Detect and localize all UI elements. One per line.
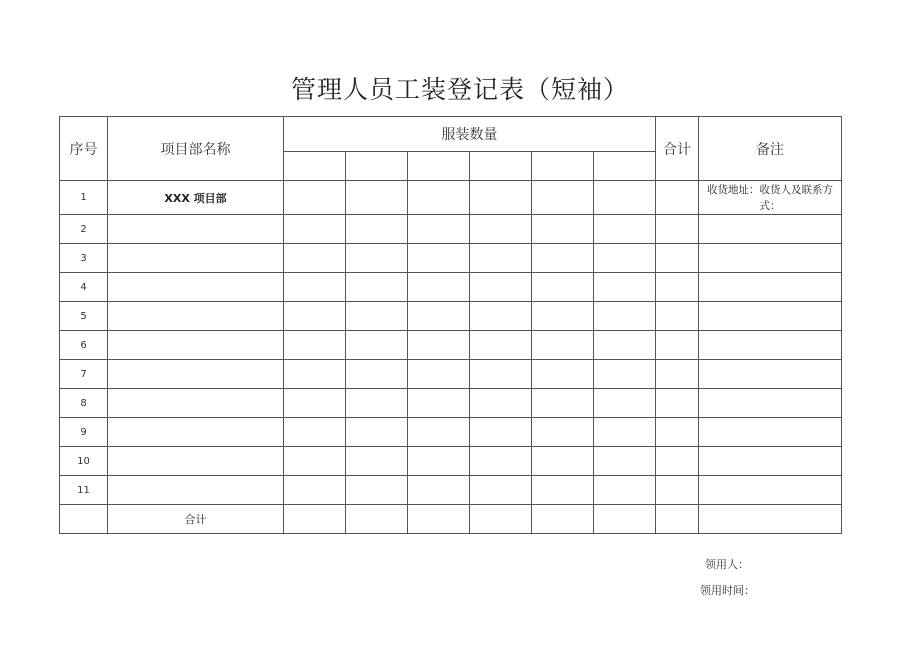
header-dept-name: 项目部名称 [108, 117, 284, 181]
row-qty-cell[interactable] [346, 302, 408, 331]
row-total-cell[interactable] [656, 418, 699, 447]
row-qty-cell[interactable] [594, 331, 656, 360]
row-qty-cell[interactable] [346, 476, 408, 505]
row-qty-cell[interactable] [408, 447, 470, 476]
row-qty-cell[interactable] [594, 215, 656, 244]
table-row [60, 273, 842, 302]
row-qty-cell[interactable] [532, 215, 594, 244]
row-dept-name[interactable] [108, 244, 284, 273]
row-dept-name[interactable] [108, 331, 284, 360]
row-qty-cell[interactable] [532, 331, 594, 360]
row-seq: 7 [60, 360, 108, 389]
row-qty-cell[interactable] [470, 418, 532, 447]
form-title: 管理人员工装登记表（短袖） [290, 75, 629, 104]
row-dept-name[interactable] [108, 389, 284, 418]
row-dept-name[interactable] [108, 447, 284, 476]
row-qty-cell[interactable] [346, 389, 408, 418]
total-row [60, 505, 842, 534]
qty-subheader-cell[interactable] [594, 152, 656, 181]
row-remark[interactable] [699, 244, 842, 273]
total-remark-cell[interactable] [699, 505, 842, 534]
row-remark[interactable] [699, 331, 842, 360]
qty-subheader-cell[interactable] [346, 152, 408, 181]
row-qty-cell[interactable] [594, 244, 656, 273]
row-qty-cell[interactable] [470, 181, 532, 215]
row-qty-cell[interactable] [532, 360, 594, 389]
row-qty-cell[interactable] [284, 302, 346, 331]
row-total-cell[interactable] [656, 389, 699, 418]
row-remark[interactable] [699, 215, 842, 244]
row-qty-cell[interactable] [408, 181, 470, 215]
row-remark[interactable] [699, 418, 842, 447]
total-qty-cell[interactable] [470, 505, 532, 534]
row-qty-cell[interactable] [408, 331, 470, 360]
row-remark[interactable] [699, 389, 842, 418]
row-seq: 10 [60, 447, 108, 476]
row-qty-cell[interactable] [470, 273, 532, 302]
row-qty-cell[interactable] [408, 273, 470, 302]
row-qty-cell[interactable] [346, 181, 408, 215]
row-qty-cell[interactable] [284, 181, 346, 215]
table-row [60, 302, 842, 331]
row-qty-cell[interactable] [470, 331, 532, 360]
table-row [60, 181, 842, 215]
row-remark[interactable] [699, 476, 842, 505]
table-row [60, 418, 842, 447]
row-remark[interactable] [699, 447, 842, 476]
qty-subheader-cell[interactable] [532, 152, 594, 181]
row-qty-cell[interactable] [408, 302, 470, 331]
row-qty-cell[interactable] [284, 273, 346, 302]
header-seq: 序号 [60, 117, 108, 181]
row-qty-cell[interactable] [408, 215, 470, 244]
row-dept-name[interactable] [108, 215, 284, 244]
row-qty-cell[interactable] [532, 302, 594, 331]
grand-total-cell[interactable] [656, 505, 699, 534]
total-row-seq [60, 505, 108, 534]
row-remark[interactable]: 收货地址：收货人及联系方式： [699, 181, 842, 215]
table-row [60, 476, 842, 505]
row-qty-cell[interactable] [408, 418, 470, 447]
row-seq: 11 [60, 476, 108, 505]
total-qty-cell[interactable] [594, 505, 656, 534]
row-qty-cell[interactable] [594, 181, 656, 215]
row-qty-cell[interactable] [284, 215, 346, 244]
total-qty-cell[interactable] [532, 505, 594, 534]
row-qty-cell[interactable] [594, 302, 656, 331]
table-row [60, 331, 842, 360]
total-qty-cell[interactable] [346, 505, 408, 534]
row-qty-cell[interactable] [408, 360, 470, 389]
row-qty-cell[interactable] [408, 244, 470, 273]
row-qty-cell[interactable] [470, 447, 532, 476]
row-qty-cell[interactable] [470, 302, 532, 331]
row-qty-cell[interactable] [408, 476, 470, 505]
row-qty-cell[interactable] [284, 331, 346, 360]
row-qty-cell[interactable] [470, 389, 532, 418]
table-row [60, 360, 842, 389]
row-seq: 1 [60, 181, 108, 215]
row-qty-cell[interactable] [532, 476, 594, 505]
row-total-cell[interactable] [656, 302, 699, 331]
row-qty-cell[interactable] [532, 389, 594, 418]
row-seq: 5 [60, 302, 108, 331]
registration-table [59, 116, 842, 534]
row-qty-cell[interactable] [346, 360, 408, 389]
row-total-cell[interactable] [656, 331, 699, 360]
header-total: 合计 [656, 117, 699, 181]
recipient-label: 领用人： [705, 558, 749, 571]
row-qty-cell[interactable] [408, 389, 470, 418]
row-dept-name[interactable]: XXX 项目部 [108, 181, 284, 215]
row-qty-cell[interactable] [346, 331, 408, 360]
row-qty-cell[interactable] [594, 273, 656, 302]
row-qty-cell[interactable] [284, 360, 346, 389]
row-qty-cell[interactable] [284, 447, 346, 476]
row-qty-cell[interactable] [346, 418, 408, 447]
row-qty-cell[interactable] [532, 181, 594, 215]
row-qty-cell[interactable] [470, 215, 532, 244]
row-seq: 8 [60, 389, 108, 418]
row-dept-name[interactable] [108, 418, 284, 447]
table-row [60, 389, 842, 418]
date-label: 领用时间： [700, 584, 755, 597]
row-qty-cell[interactable] [346, 447, 408, 476]
header-clothing-qty: 服装数量 [284, 117, 656, 152]
row-qty-cell[interactable] [470, 360, 532, 389]
row-dept-name[interactable] [108, 273, 284, 302]
row-qty-cell[interactable] [594, 476, 656, 505]
qty-subheader-cell[interactable] [470, 152, 532, 181]
row-qty-cell[interactable] [346, 273, 408, 302]
row-total-cell[interactable] [656, 447, 699, 476]
row-seq: 2 [60, 215, 108, 244]
total-qty-cell[interactable] [284, 505, 346, 534]
header-remarks: 备注 [699, 117, 842, 181]
row-qty-cell[interactable] [284, 389, 346, 418]
row-qty-cell[interactable] [284, 476, 346, 505]
qty-subheader-cell[interactable] [284, 152, 346, 181]
row-qty-cell[interactable] [594, 447, 656, 476]
row-total-cell[interactable] [656, 360, 699, 389]
row-qty-cell[interactable] [532, 447, 594, 476]
row-total-cell[interactable] [656, 244, 699, 273]
row-qty-cell[interactable] [532, 418, 594, 447]
row-qty-cell[interactable] [594, 360, 656, 389]
row-qty-cell[interactable] [594, 389, 656, 418]
row-qty-cell[interactable] [284, 418, 346, 447]
row-qty-cell[interactable] [594, 418, 656, 447]
row-qty-cell[interactable] [532, 244, 594, 273]
total-qty-cell[interactable] [408, 505, 470, 534]
row-seq: 3 [60, 244, 108, 273]
row-remark[interactable] [699, 302, 842, 331]
table-row [60, 447, 842, 476]
row-qty-cell[interactable] [346, 244, 408, 273]
row-seq: 4 [60, 273, 108, 302]
row-total-cell[interactable] [656, 476, 699, 505]
row-dept-name[interactable] [108, 302, 284, 331]
row-remark[interactable] [699, 360, 842, 389]
row-qty-cell[interactable] [532, 273, 594, 302]
table-row [60, 244, 842, 273]
row-total-cell[interactable] [656, 215, 699, 244]
row-qty-cell[interactable] [470, 476, 532, 505]
row-dept-name[interactable] [108, 360, 284, 389]
qty-subheader-cell[interactable] [408, 152, 470, 181]
row-seq: 9 [60, 418, 108, 447]
row-total-cell[interactable] [656, 273, 699, 302]
row-qty-cell[interactable] [284, 244, 346, 273]
row-qty-cell[interactable] [346, 215, 408, 244]
row-seq: 6 [60, 331, 108, 360]
row-total-cell[interactable] [656, 181, 699, 215]
row-dept-name[interactable] [108, 476, 284, 505]
row-qty-cell[interactable] [470, 244, 532, 273]
row-remark[interactable] [699, 273, 842, 302]
table-row [60, 215, 842, 244]
total-row-label: 合计 [108, 505, 284, 534]
